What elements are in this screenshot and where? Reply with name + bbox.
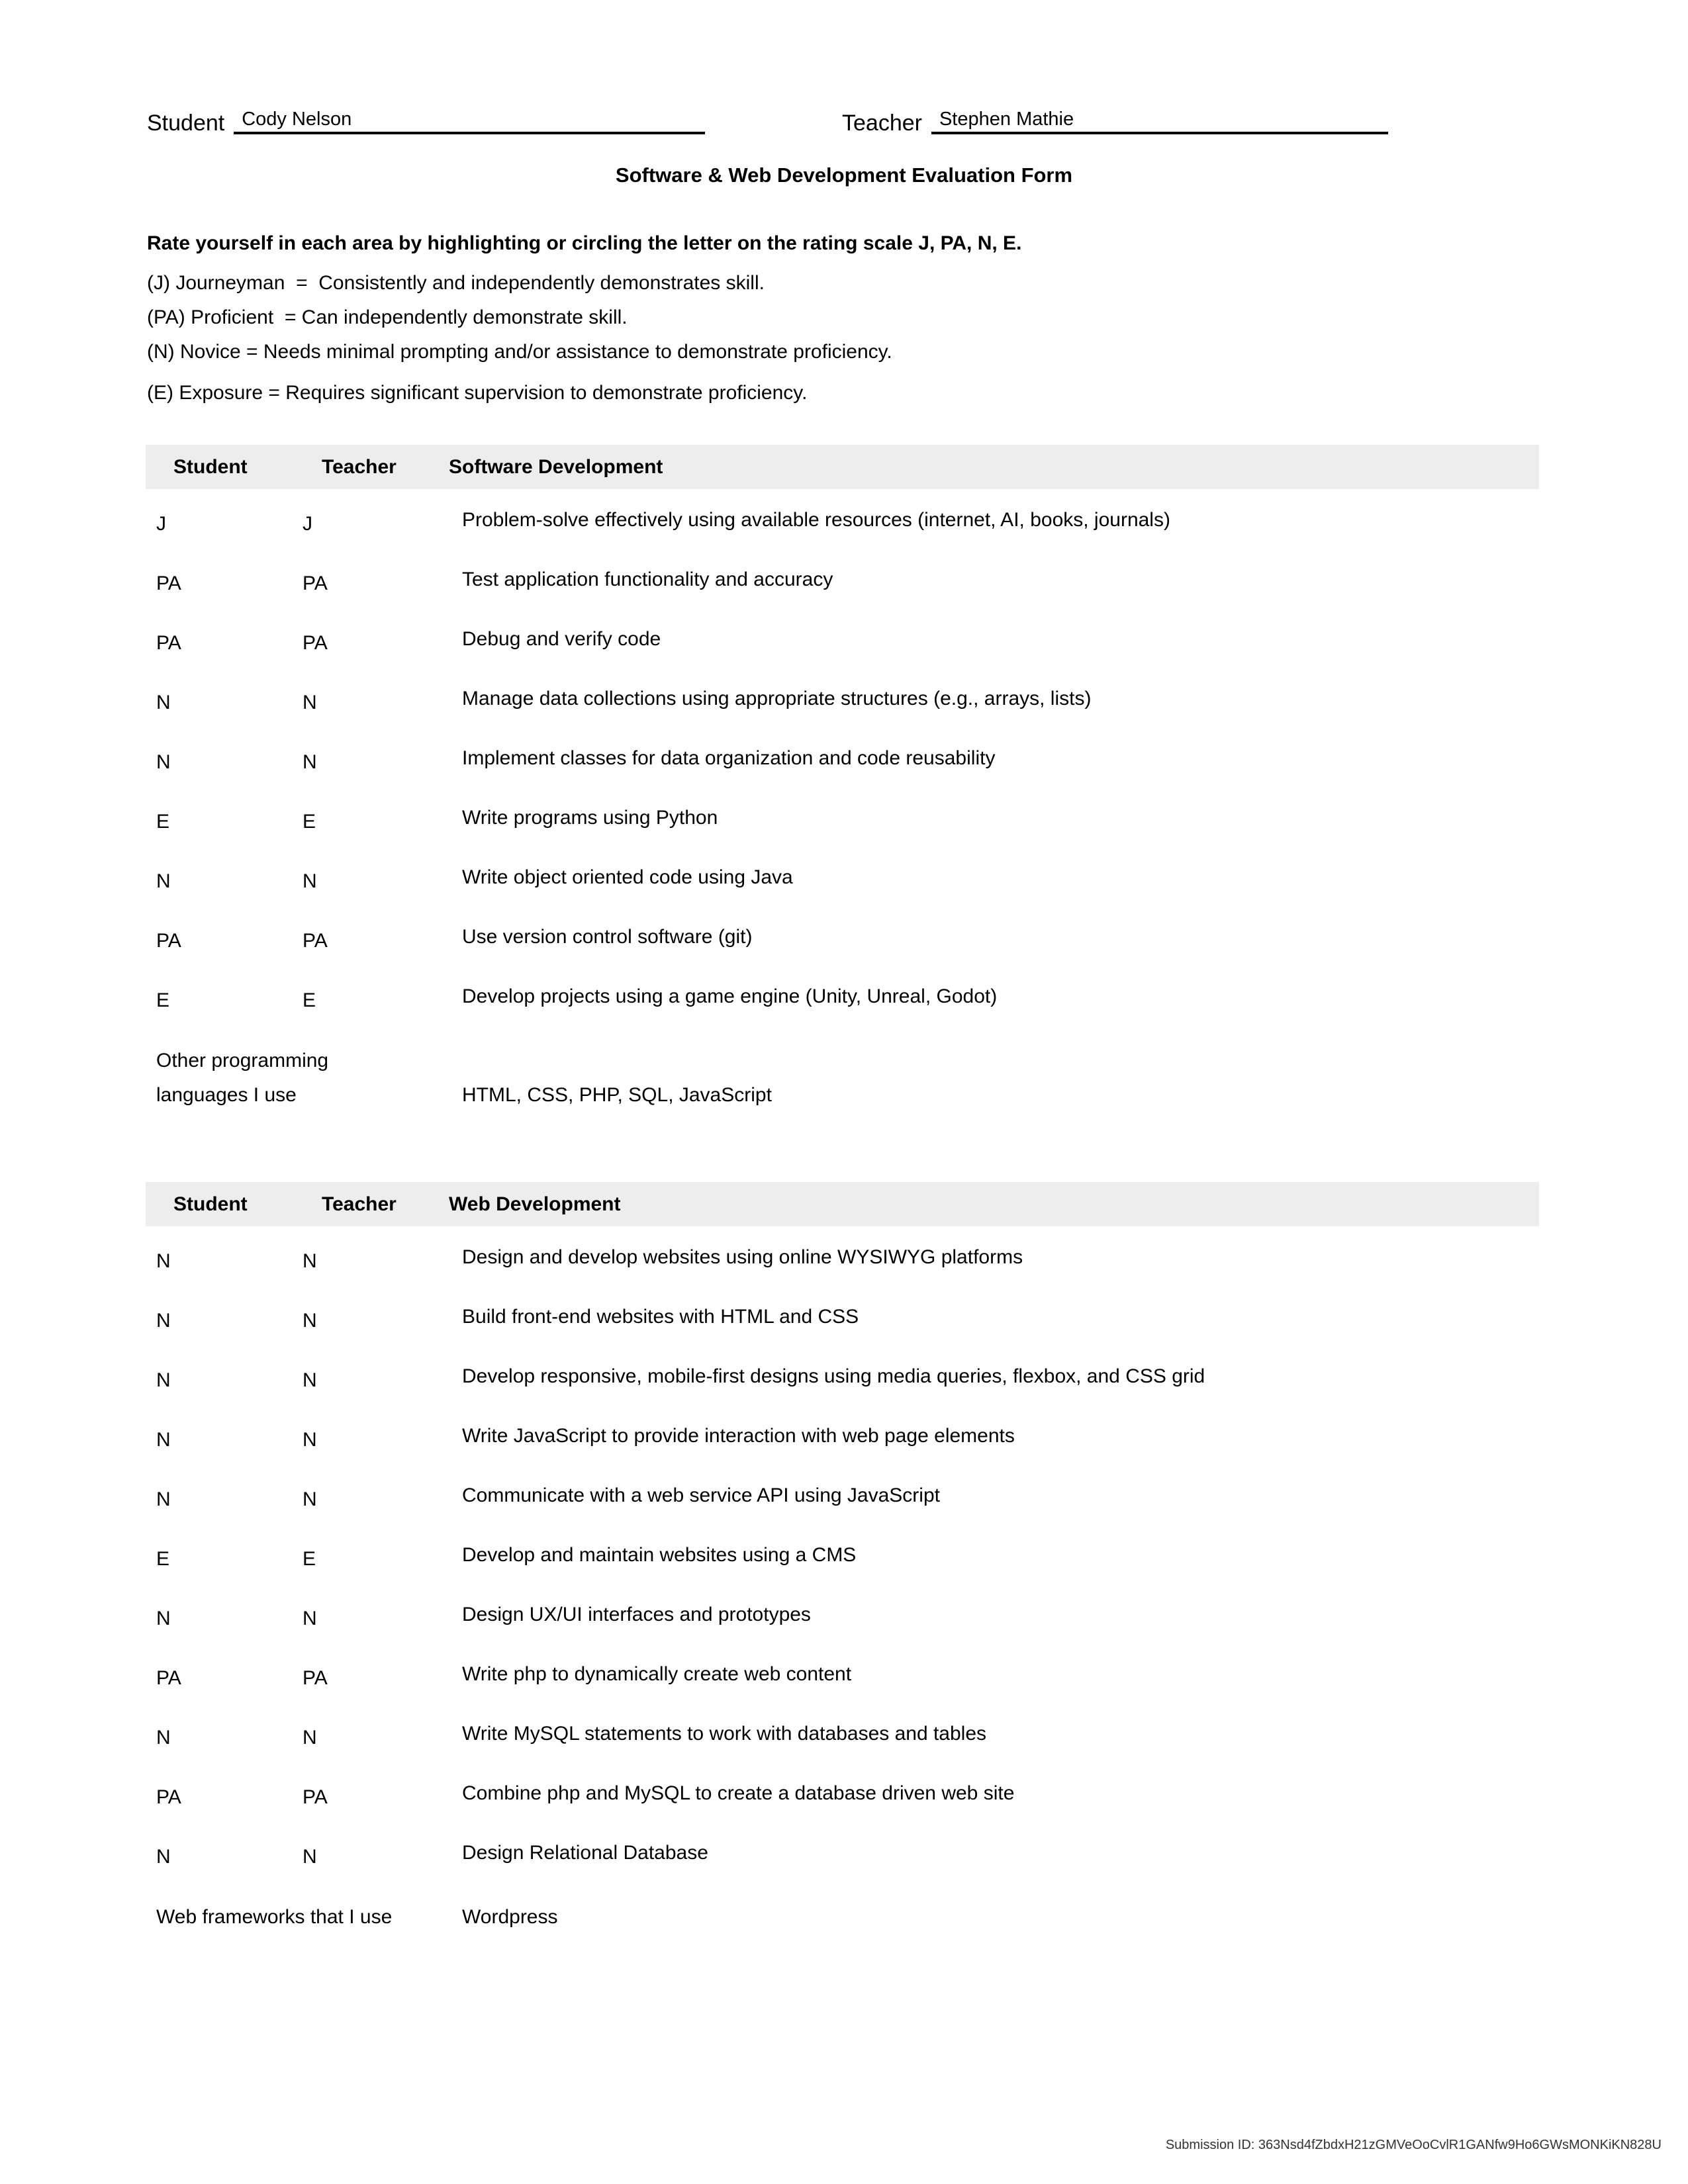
teacher-rating[interactable]: N bbox=[303, 1608, 317, 1629]
software-table-header bbox=[146, 445, 1539, 489]
skill-description: Develop responsive, mobile-first designs using media queries, flexbox, and CSS grid bbox=[462, 1365, 1205, 1387]
scale-novice: (N) Novice = Needs minimal prompting and/or assistance to demonstrate proficiency. bbox=[147, 341, 892, 363]
student-rating[interactable]: N bbox=[156, 1429, 171, 1451]
student-rating[interactable]: N bbox=[156, 1310, 171, 1332]
skill-description: Test application functionality and accuracy bbox=[462, 569, 833, 590]
teacher-rating[interactable]: N bbox=[303, 1488, 317, 1510]
table-row bbox=[156, 746, 1539, 805]
student-rating[interactable]: N bbox=[156, 870, 171, 892]
skill-description: Design UX/UI interfaces and prototypes bbox=[462, 1604, 811, 1625]
student-rating[interactable]: N bbox=[156, 1369, 171, 1391]
student-rating[interactable]: PA bbox=[156, 632, 181, 654]
table-row bbox=[156, 1424, 1539, 1483]
teacher-rating[interactable]: E bbox=[303, 811, 316, 833]
column-header-student: Student bbox=[173, 455, 248, 478]
web-table-rows bbox=[156, 1245, 1539, 1900]
table-row bbox=[156, 1841, 1539, 1900]
table-row bbox=[156, 865, 1539, 925]
teacher-rating[interactable]: PA bbox=[303, 1786, 328, 1808]
teacher-rating[interactable]: N bbox=[303, 751, 317, 773]
skill-description: Use version control software (git) bbox=[462, 926, 753, 948]
column-header-teacher: Teacher bbox=[322, 1193, 397, 1215]
teacher-rating[interactable]: J bbox=[303, 513, 312, 535]
teacher-rating[interactable]: PA bbox=[303, 1667, 328, 1689]
teacher-name-line[interactable] bbox=[931, 110, 1388, 134]
student-label: Student bbox=[147, 111, 225, 136]
teacher-rating[interactable]: E bbox=[303, 989, 316, 1011]
skill-description: Design and develop websites using online WYSIWYG platforms bbox=[462, 1246, 1023, 1268]
skill-description: Debug and verify code bbox=[462, 628, 661, 650]
web-frameworks-value[interactable]: Wordpress bbox=[462, 1906, 558, 1928]
software-table-rows bbox=[156, 508, 1539, 1044]
table-row bbox=[156, 1245, 1539, 1304]
scale-proficient: (PA) Proficient = Can independently demonstrate skill. bbox=[147, 306, 628, 328]
table-row bbox=[156, 1602, 1539, 1662]
skill-description: Combine php and MySQL to create a database driven web site bbox=[462, 1782, 1015, 1804]
student-name-value: Cody Nelson bbox=[242, 109, 352, 130]
teacher-rating[interactable]: N bbox=[303, 1369, 317, 1391]
column-header-student: Student bbox=[173, 1193, 248, 1215]
skill-description: Design Relational Database bbox=[462, 1842, 708, 1864]
section-header-software-development: Software Development bbox=[449, 455, 663, 478]
teacher-rating[interactable]: PA bbox=[303, 572, 328, 594]
student-rating[interactable]: N bbox=[156, 692, 171, 713]
student-rating[interactable]: PA bbox=[156, 930, 181, 952]
table-row bbox=[156, 1662, 1539, 1721]
student-rating[interactable]: N bbox=[156, 1846, 171, 1868]
student-rating[interactable]: PA bbox=[156, 1786, 181, 1808]
teacher-rating[interactable]: E bbox=[303, 1548, 316, 1570]
student-rating[interactable]: E bbox=[156, 1548, 170, 1570]
section-header-web-development: Web Development bbox=[449, 1193, 621, 1215]
skill-description: Communicate with a web service API using JavaScript bbox=[462, 1484, 940, 1506]
table-row bbox=[156, 805, 1539, 865]
web-development-table bbox=[146, 1182, 1539, 1934]
table-row bbox=[156, 567, 1539, 627]
teacher-rating[interactable]: PA bbox=[303, 930, 328, 952]
teacher-rating[interactable]: N bbox=[303, 692, 317, 713]
scale-exposure: (E) Exposure = Requires significant supervision to demonstrate proficiency. bbox=[147, 382, 808, 404]
table-row bbox=[156, 925, 1539, 984]
student-rating[interactable]: PA bbox=[156, 1667, 181, 1689]
instructions-heading: Rate yourself in each area by highlighting or circling the letter on the rating scale J, PA, N, E. bbox=[147, 232, 1022, 254]
rating-instructions bbox=[147, 231, 1544, 406]
table-row bbox=[156, 1483, 1539, 1543]
teacher-label: Teacher bbox=[842, 111, 922, 136]
table-row bbox=[156, 1364, 1539, 1424]
student-rating[interactable]: N bbox=[156, 1250, 171, 1272]
page-title: Software & Web Development Evaluation Form bbox=[615, 163, 1073, 187]
skill-description: Write object oriented code using Java bbox=[462, 866, 793, 888]
table-row bbox=[156, 1721, 1539, 1781]
teacher-name-value: Stephen Mathie bbox=[939, 109, 1074, 130]
student-rating[interactable]: J bbox=[156, 513, 166, 535]
student-rating[interactable]: E bbox=[156, 811, 170, 833]
student-rating[interactable]: N bbox=[156, 1488, 171, 1510]
teacher-rating[interactable]: N bbox=[303, 1727, 317, 1749]
skill-description: Build front-end websites with HTML and CSS bbox=[462, 1306, 859, 1328]
skill-description: Manage data collections using appropriate structures (e.g., arrays, lists) bbox=[462, 688, 1092, 709]
web-frameworks-label: Web frameworks that I use bbox=[156, 1906, 393, 1928]
teacher-rating[interactable]: N bbox=[303, 1250, 317, 1272]
teacher-rating[interactable]: N bbox=[303, 1846, 317, 1868]
teacher-rating[interactable]: N bbox=[303, 1429, 317, 1451]
teacher-rating[interactable]: N bbox=[303, 870, 317, 892]
web-frameworks-row bbox=[156, 1900, 1539, 1934]
skill-description: Develop and maintain websites using a CMS bbox=[462, 1544, 857, 1566]
skill-description: Write programs using Python bbox=[462, 807, 718, 829]
student-rating[interactable]: N bbox=[156, 1727, 171, 1749]
web-table-header bbox=[146, 1182, 1539, 1226]
skill-description: Develop projects using a game engine (Unity, Unreal, Godot) bbox=[462, 985, 998, 1007]
table-row bbox=[156, 627, 1539, 686]
student-name-line[interactable] bbox=[234, 110, 705, 134]
skill-description: Write MySQL statements to work with databases and tables bbox=[462, 1723, 987, 1745]
scale-journeyman: (J) Journeyman = Consistently and independently demonstrates skill. bbox=[147, 272, 765, 294]
column-header-teacher: Teacher bbox=[322, 455, 397, 478]
student-rating[interactable]: E bbox=[156, 989, 170, 1011]
student-rating[interactable]: PA bbox=[156, 572, 181, 594]
student-rating[interactable]: N bbox=[156, 751, 171, 773]
teacher-rating[interactable]: N bbox=[303, 1310, 317, 1332]
teacher-rating[interactable]: PA bbox=[303, 632, 328, 654]
skill-description: Write php to dynamically create web content bbox=[462, 1663, 852, 1685]
table-row bbox=[156, 1781, 1539, 1841]
teacher-name-field bbox=[842, 110, 1388, 134]
skill-description: Problem-solve effectively using available resources (internet, AI, books, journals) bbox=[462, 509, 1170, 531]
table-row bbox=[156, 984, 1539, 1044]
table-row bbox=[156, 1304, 1539, 1364]
table-row bbox=[156, 508, 1539, 567]
software-development-table bbox=[146, 445, 1539, 1113]
other-languages-row bbox=[156, 1044, 1539, 1113]
other-languages-value[interactable]: HTML, CSS, PHP, SQL, JavaScript bbox=[462, 1084, 772, 1106]
skill-description: Write JavaScript to provide interaction with web page elements bbox=[462, 1425, 1015, 1447]
table-row bbox=[156, 1543, 1539, 1602]
other-languages-label: Other programming languages I use bbox=[156, 1050, 329, 1106]
student-rating[interactable]: N bbox=[156, 1608, 171, 1629]
table-row bbox=[156, 686, 1539, 746]
student-name-field bbox=[147, 110, 705, 134]
submission-id: Submission ID: 363Nsd4fZbdxH21zGMVeOoCvlR1GANfw9Ho6GWsMONKiKN828U bbox=[1165, 2138, 1662, 2152]
skill-description: Implement classes for data organization and code reusability bbox=[462, 747, 996, 769]
